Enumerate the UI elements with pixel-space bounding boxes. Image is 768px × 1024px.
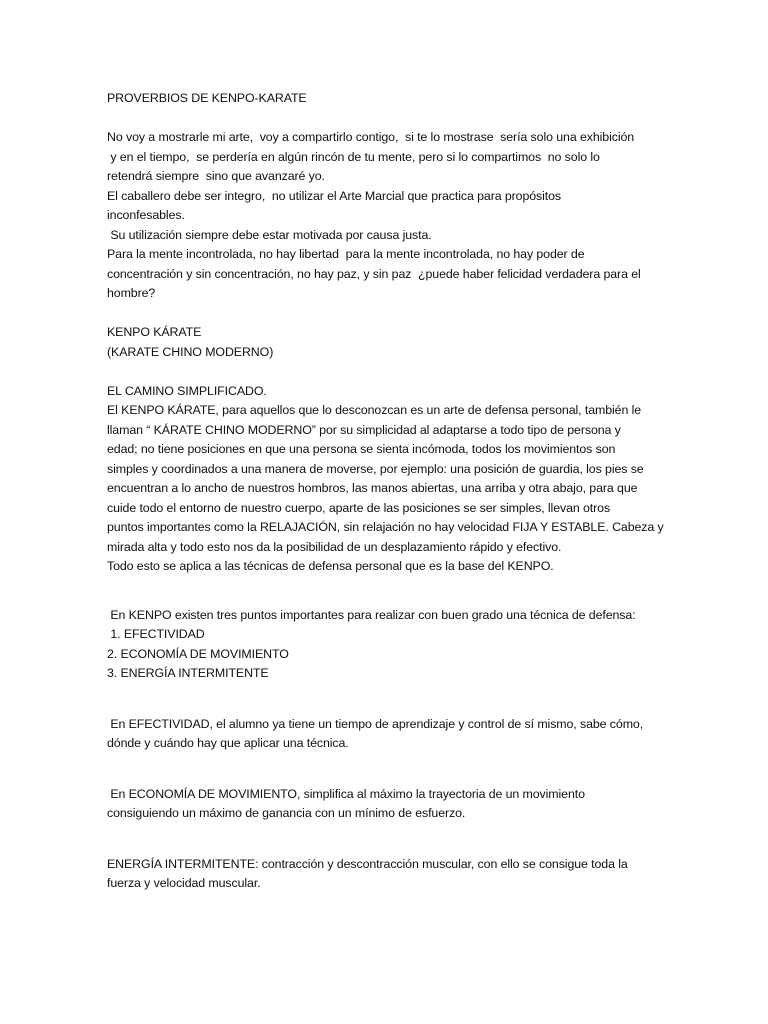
section-subheading: (KARATE CHINO MODERNO): [107, 344, 274, 359]
text-line: El caballero debe ser integro, no utilizar el Arte Marcial que practica para propósitos: [107, 188, 562, 203]
spacer: [107, 577, 667, 606]
text-line: cuide todo el entorno de nuestro cuerpo, aparte de las posiciones se ser simples, llevan otros: [107, 500, 611, 515]
text-line: llaman “ KÁRATE CHINO MODERNO” por su simplicidad al adaptarse a todo tipo de persona y: [107, 422, 621, 437]
text-line: edad; no tiene posiciones en que una persona se sienta incómoda, todos los movimientos son: [107, 442, 616, 456]
spacer: [107, 109, 667, 129]
spacer: [107, 362, 667, 382]
text-line: fuerza y velocidad muscular.: [107, 876, 261, 890]
text-line: Todo esto se aplica a las técnicas de defensa personal que es la base del KENPO.: [107, 559, 554, 573]
document-page: [107, 89, 667, 894]
text-line: El KENPO KÁRATE, para aquellos que lo desconozcan es un arte de defensa personal, también le: [107, 403, 642, 417]
camino-paragraph: [107, 401, 667, 577]
list-item: 3. ENERGÍA INTERMITENTE: [107, 666, 269, 680]
text-line: En EFECTIVIDAD, el alumno ya tiene un tiempo de aprendizaje y control de sí mismo, sabe cómo,: [107, 716, 644, 731]
puntos-section: [107, 606, 667, 684]
text-line: En ECONOMÍA DE MOVIMIENTO, simplifica al máximo la trayectoria de un movimiento: [107, 786, 585, 801]
text-line: inconfesables.: [107, 208, 185, 222]
list-item: 1. EFECTIVIDAD: [107, 627, 205, 641]
text-line: Para la mente incontrolada, no hay libertad para la mente incontrolada, no hay poder de: [107, 247, 585, 261]
text-line: simples y coordinados a una manera de moverse, por ejemplo: una posición de guardia, los pies se: [107, 461, 644, 476]
text-line: ENERGÍA INTERMITENTE: contracción y descontracción muscular, con ello se consigue toda la: [107, 856, 628, 871]
spacer: [107, 304, 667, 324]
energia-paragraph: [107, 855, 667, 894]
text-line: mirada alta y todo esto nos da la posibilidad de un desplazamiento rápido y efectivo.: [107, 539, 562, 554]
text-line: dónde y cuándo hay que aplicar una técnica.: [107, 736, 349, 750]
text-line: retendrá siempre sino que avanzaré yo.: [107, 169, 325, 183]
document-title: PROVERBIOS DE KENPO-KARATE: [107, 91, 307, 105]
list-item: 2. ECONOMÍA DE MOVIMIENTO: [107, 646, 289, 661]
text-line: No voy a mostrarle mi arte, voy a compartirlo contigo, si te lo mostrase sería solo una exhibición: [107, 130, 635, 144]
camino-heading: EL CAMINO SIMPLIFICADO.: [107, 383, 267, 398]
economia-paragraph: [107, 785, 667, 824]
text-line: concentración y sin concentración, no hay paz, y sin paz ¿puede haber felicidad verdadera para el: [107, 266, 641, 281]
spacer: [107, 754, 667, 785]
text-line: y en el tiempo, se perdería en algún rincón de tu mente, pero si lo compartimos no solo lo: [107, 149, 600, 164]
proverbs-paragraph: [107, 128, 667, 304]
text-line: Su utilización siempre debe estar motivada por causa justa.: [107, 227, 432, 242]
text-line: encuentran a lo ancho de nuestros hombros, las manos abiertas, una arriba y otra abajo, para que: [107, 481, 638, 495]
spacer: [107, 684, 667, 715]
spacer: [107, 824, 667, 855]
puntos-intro: En KENPO existen tres puntos importantes para realizar con buen grado una técnica de defensa:: [107, 607, 636, 622]
text-line: puntos importantes como la RELAJACIÓN, sin relajación no hay velocidad FIJA Y ESTABLE. Cabeza y: [107, 520, 664, 534]
text-line: consiguiendo un máximo de ganancia con un mínimo de esfuerzo.: [107, 806, 466, 820]
section-heading-kenpo: KENPO KÁRATE: [107, 325, 202, 339]
text-line: hombre?: [107, 286, 156, 300]
efectividad-paragraph: [107, 715, 667, 754]
